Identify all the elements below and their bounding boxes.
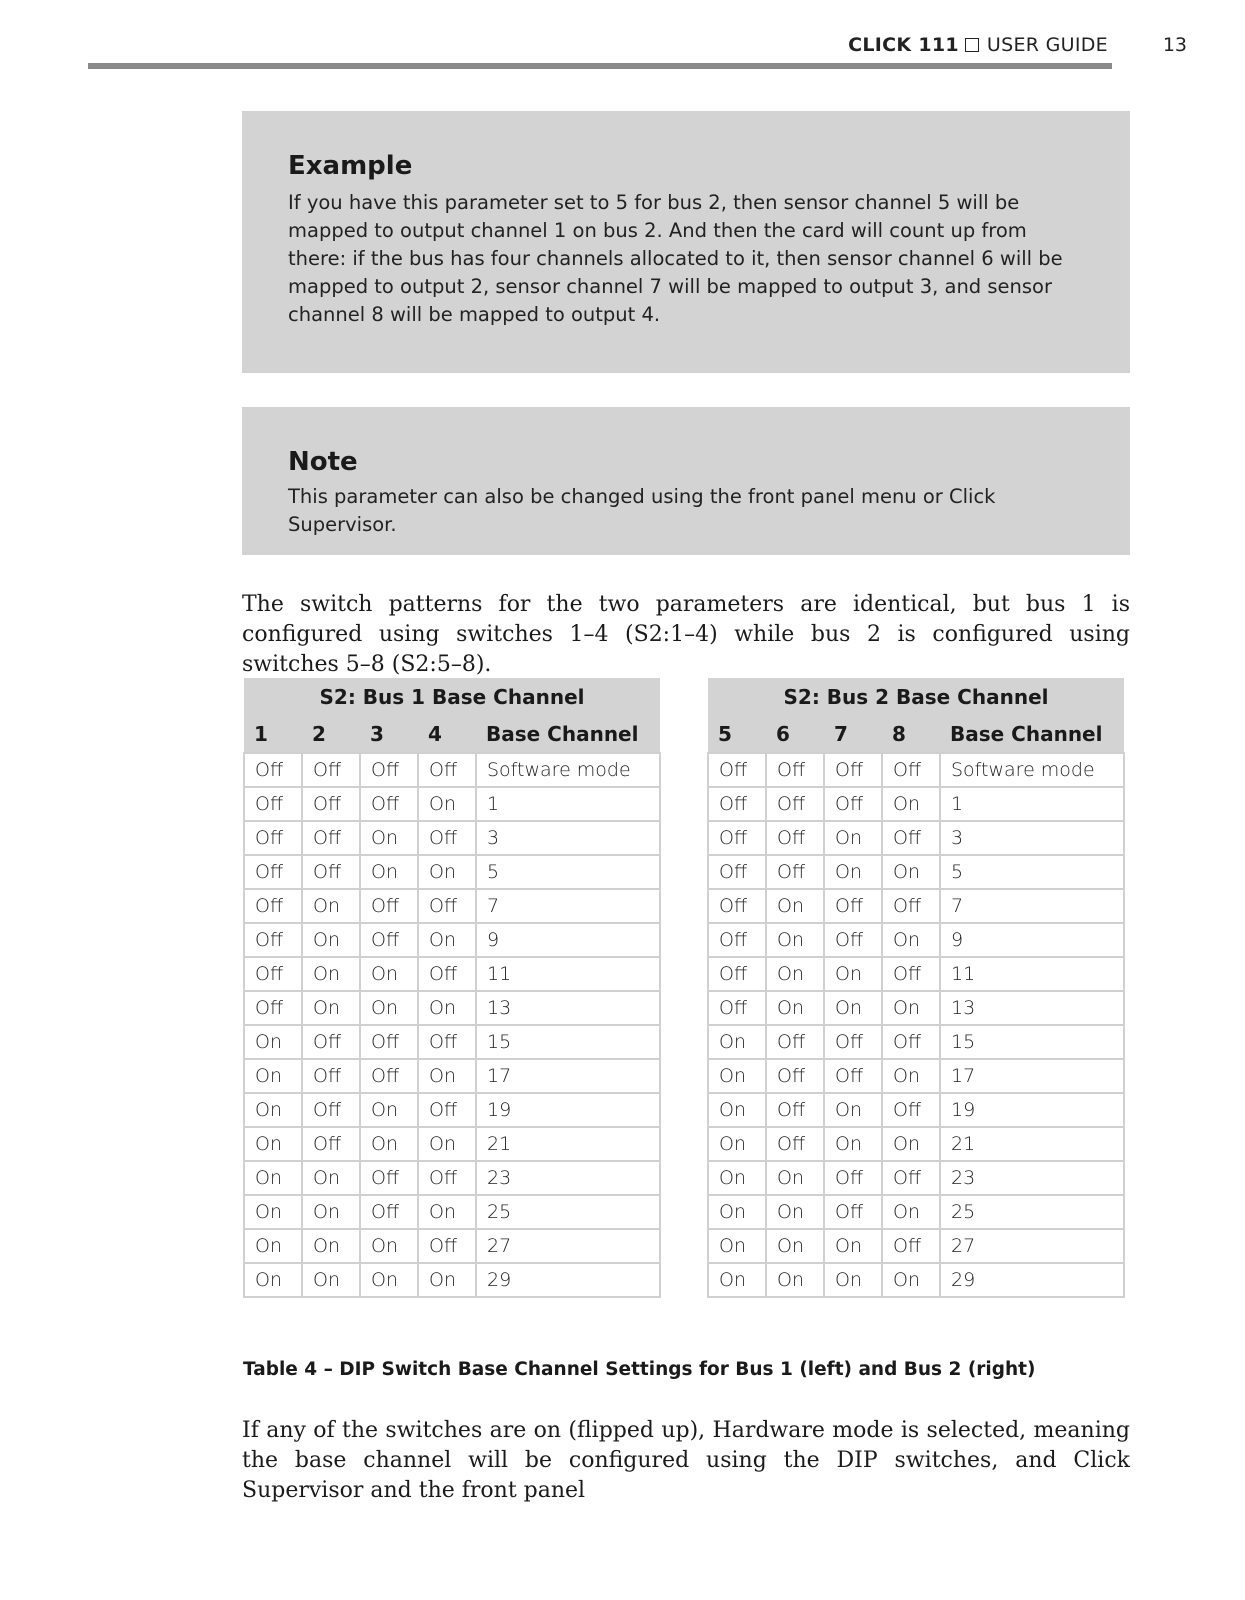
- switch-state-cell: On: [708, 1059, 766, 1093]
- switch-state-cell: On: [766, 1263, 824, 1297]
- switch-state-cell: Off: [360, 1161, 418, 1195]
- switch-state-cell: On: [360, 1093, 418, 1127]
- switch-state-cell: On: [824, 1127, 882, 1161]
- switch-state-cell: Off: [244, 855, 302, 889]
- switch-state-cell: Off: [244, 753, 302, 787]
- switch-state-cell: Off: [766, 1059, 824, 1093]
- switch-state-cell: Off: [824, 753, 882, 787]
- base-channel-cell: 27: [476, 1229, 660, 1263]
- switch-state-cell: On: [708, 1229, 766, 1263]
- table-row: [244, 1229, 660, 1263]
- base-channel-cell: 23: [476, 1161, 660, 1195]
- switch-state-cell: Off: [360, 787, 418, 821]
- switch-state-cell: Off: [882, 957, 940, 991]
- base-channel-cell: 19: [476, 1093, 660, 1127]
- switch-state-cell: On: [360, 1127, 418, 1161]
- table-row: [708, 1025, 1124, 1059]
- switch-state-cell: On: [882, 991, 940, 1025]
- running-title: [848, 34, 1108, 56]
- switch-state-cell: Off: [360, 1025, 418, 1059]
- switch-state-cell: Off: [708, 753, 766, 787]
- table-row: [244, 1263, 660, 1297]
- bus1-table-title: S2: Bus 1 Base Channel: [244, 678, 660, 715]
- switch-state-cell: On: [882, 1127, 940, 1161]
- switch-state-cell: Off: [766, 1127, 824, 1161]
- switch-state-cell: On: [360, 991, 418, 1025]
- table-row: [244, 1195, 660, 1229]
- table-row: [708, 889, 1124, 923]
- table-row: [244, 1127, 660, 1161]
- base-channel-cell: 25: [940, 1195, 1124, 1229]
- switch-state-cell: On: [882, 923, 940, 957]
- bus2-table-title: S2: Bus 2 Base Channel: [708, 678, 1124, 715]
- switch-state-cell: On: [244, 1263, 302, 1297]
- switch-state-cell: Off: [360, 753, 418, 787]
- base-channel-cell: 1: [476, 787, 660, 821]
- switch-state-cell: Off: [302, 855, 360, 889]
- switch-state-cell: Off: [708, 821, 766, 855]
- switch-state-cell: On: [418, 1059, 476, 1093]
- switch-state-cell: On: [360, 855, 418, 889]
- column-header: Base Channel: [940, 715, 1124, 753]
- table-caption: Table 4 – DIP Switch Base Channel Settings for Bus 1 (left) and Bus 2 (right): [243, 1359, 1036, 1380]
- switch-state-cell: Off: [882, 1093, 940, 1127]
- base-channel-cell: 21: [476, 1127, 660, 1161]
- switch-state-cell: On: [360, 957, 418, 991]
- bus2-column-headers: [708, 715, 1124, 753]
- switch-state-cell: On: [302, 1161, 360, 1195]
- switch-state-cell: On: [418, 923, 476, 957]
- switch-state-cell: On: [766, 1229, 824, 1263]
- base-channel-cell: 15: [476, 1025, 660, 1059]
- table-row: [708, 1093, 1124, 1127]
- switch-state-cell: Off: [882, 1161, 940, 1195]
- bus1-column-headers: [244, 715, 660, 753]
- switch-state-cell: Off: [418, 1229, 476, 1263]
- base-channel-cell: 25: [476, 1195, 660, 1229]
- column-header: 6: [766, 715, 824, 753]
- switch-state-cell: Off: [244, 923, 302, 957]
- switch-state-cell: On: [824, 821, 882, 855]
- switch-state-cell: Off: [824, 889, 882, 923]
- switch-state-cell: On: [360, 821, 418, 855]
- switch-state-cell: Off: [418, 1093, 476, 1127]
- table-row: [708, 855, 1124, 889]
- base-channel-cell: 19: [940, 1093, 1124, 1127]
- switch-state-cell: Off: [302, 753, 360, 787]
- switch-state-cell: Off: [244, 821, 302, 855]
- table-row: [244, 855, 660, 889]
- base-channel-cell: 27: [940, 1229, 1124, 1263]
- switch-state-cell: On: [824, 855, 882, 889]
- base-channel-cell: 21: [940, 1127, 1124, 1161]
- switch-state-cell: Off: [302, 787, 360, 821]
- switch-state-cell: Off: [824, 1059, 882, 1093]
- switch-state-cell: Off: [418, 753, 476, 787]
- base-channel-cell: 5: [940, 855, 1124, 889]
- table-row: [244, 821, 660, 855]
- switch-state-cell: Off: [824, 787, 882, 821]
- base-channel-cell: Software mode: [940, 753, 1124, 787]
- bus2-base-channel-table: [707, 678, 1125, 1298]
- switch-state-cell: On: [418, 855, 476, 889]
- switch-state-cell: Off: [766, 821, 824, 855]
- switch-state-cell: Off: [708, 855, 766, 889]
- switch-state-cell: On: [882, 1195, 940, 1229]
- switch-state-cell: Off: [418, 1161, 476, 1195]
- switch-state-cell: On: [766, 1161, 824, 1195]
- base-channel-cell: Software mode: [476, 753, 660, 787]
- note-title: Note: [288, 447, 358, 477]
- table-row: [244, 889, 660, 923]
- switch-state-cell: Off: [708, 957, 766, 991]
- switch-state-cell: Off: [302, 1127, 360, 1161]
- base-channel-cell: 17: [940, 1059, 1124, 1093]
- table-row: [244, 923, 660, 957]
- base-channel-cell: 9: [940, 923, 1124, 957]
- switch-state-cell: Off: [882, 753, 940, 787]
- switch-state-cell: Off: [360, 889, 418, 923]
- base-channel-cell: 29: [476, 1263, 660, 1297]
- switch-state-cell: On: [766, 957, 824, 991]
- page-number: 13: [1162, 34, 1187, 56]
- base-channel-cell: 23: [940, 1161, 1124, 1195]
- example-title: Example: [288, 151, 413, 181]
- switch-state-cell: On: [766, 923, 824, 957]
- switch-state-cell: Off: [824, 1161, 882, 1195]
- switch-state-cell: Off: [360, 923, 418, 957]
- section-name: USER GUIDE: [986, 34, 1108, 56]
- switch-state-cell: On: [766, 1195, 824, 1229]
- header-rule: [88, 63, 1112, 69]
- switch-state-cell: On: [244, 1025, 302, 1059]
- table-row: [244, 991, 660, 1025]
- table-row: [708, 1195, 1124, 1229]
- base-channel-cell: 7: [476, 889, 660, 923]
- switch-state-cell: On: [708, 1093, 766, 1127]
- column-header: 2: [302, 715, 360, 753]
- switch-state-cell: On: [418, 787, 476, 821]
- switch-state-cell: On: [302, 1229, 360, 1263]
- switch-state-cell: Off: [882, 1229, 940, 1263]
- example-callout: [242, 111, 1130, 373]
- note-callout: [242, 407, 1130, 555]
- column-header: 8: [882, 715, 940, 753]
- base-channel-cell: 13: [940, 991, 1124, 1025]
- switch-state-cell: On: [882, 1059, 940, 1093]
- intro-paragraph: The switch patterns for the two parameters are identical, but bus 1 is configured using switches 1–4 (S2:1–4) while bus 2 is configured using switches 5–8 (S2:5–8).: [242, 592, 1130, 677]
- switch-state-cell: On: [302, 991, 360, 1025]
- base-channel-cell: 3: [476, 821, 660, 855]
- base-channel-cell: 5: [476, 855, 660, 889]
- table-row: [708, 923, 1124, 957]
- table-row: [244, 1093, 660, 1127]
- table-row: [244, 753, 660, 787]
- switch-state-cell: On: [418, 1195, 476, 1229]
- switch-state-cell: On: [708, 1127, 766, 1161]
- switch-state-cell: On: [244, 1195, 302, 1229]
- table-row: [244, 957, 660, 991]
- base-channel-cell: 15: [940, 1025, 1124, 1059]
- switch-state-cell: On: [824, 991, 882, 1025]
- switch-state-cell: Off: [418, 889, 476, 923]
- separator-box-icon: [965, 38, 979, 52]
- switch-state-cell: On: [418, 991, 476, 1025]
- table-row: [244, 1161, 660, 1195]
- switch-state-cell: Off: [766, 855, 824, 889]
- note-body: This parameter can also be changed using the front panel menu or Click Supervisor.: [288, 485, 996, 536]
- bus1-base-channel-table: [243, 678, 661, 1298]
- base-channel-cell: 7: [940, 889, 1124, 923]
- switch-state-cell: Off: [244, 957, 302, 991]
- switch-state-cell: On: [708, 1263, 766, 1297]
- switch-state-cell: On: [302, 957, 360, 991]
- switch-state-cell: Off: [302, 821, 360, 855]
- switch-state-cell: Off: [766, 1025, 824, 1059]
- switch-state-cell: Off: [244, 991, 302, 1025]
- switch-state-cell: Off: [418, 957, 476, 991]
- switch-state-cell: On: [418, 1263, 476, 1297]
- base-channel-cell: 17: [476, 1059, 660, 1093]
- switch-state-cell: Off: [418, 1025, 476, 1059]
- switch-state-cell: On: [360, 1263, 418, 1297]
- switch-state-cell: On: [418, 1127, 476, 1161]
- switch-state-cell: Off: [824, 1025, 882, 1059]
- switch-state-cell: Off: [244, 889, 302, 923]
- switch-state-cell: Off: [766, 753, 824, 787]
- column-header: Base Channel: [476, 715, 660, 753]
- switch-state-cell: Off: [418, 821, 476, 855]
- switch-state-cell: On: [708, 1161, 766, 1195]
- switch-state-cell: On: [766, 991, 824, 1025]
- switch-state-cell: Off: [302, 1093, 360, 1127]
- switch-state-cell: Off: [708, 923, 766, 957]
- switch-state-cell: On: [244, 1093, 302, 1127]
- table-row: [708, 957, 1124, 991]
- switch-state-cell: On: [708, 1025, 766, 1059]
- switch-state-cell: On: [244, 1127, 302, 1161]
- switch-state-cell: Off: [302, 1059, 360, 1093]
- switch-state-cell: On: [302, 1195, 360, 1229]
- base-channel-cell: 9: [476, 923, 660, 957]
- switch-state-cell: On: [766, 889, 824, 923]
- switch-state-cell: Off: [882, 1025, 940, 1059]
- switch-state-cell: Off: [708, 787, 766, 821]
- switch-state-cell: On: [244, 1059, 302, 1093]
- table-row: [708, 1263, 1124, 1297]
- table-row: [244, 1059, 660, 1093]
- switch-state-cell: On: [244, 1229, 302, 1263]
- switch-state-cell: On: [824, 957, 882, 991]
- switch-state-cell: Off: [882, 821, 940, 855]
- column-header: 5: [708, 715, 766, 753]
- table-row: [244, 1025, 660, 1059]
- table-row: [708, 821, 1124, 855]
- switch-state-cell: On: [882, 787, 940, 821]
- hardware-mode-paragraph: If any of the switches are on (flipped up), Hardware mode is selected, meaning the base channel will be configured using the DIP switches, and Click Supervisor and the front panel: [242, 1418, 1130, 1503]
- product-name: CLICK 111: [848, 34, 959, 56]
- switch-state-cell: On: [360, 1229, 418, 1263]
- table-row: [244, 787, 660, 821]
- switch-state-cell: Off: [360, 1059, 418, 1093]
- switch-state-cell: Off: [882, 889, 940, 923]
- table-row: [708, 753, 1124, 787]
- example-body: If you have this parameter set to 5 for bus 2, then sensor channel 5 will be mapped to output channel 1 on bus 2. And then the card will count up from there: if the bus has four channels allocated to it, then sensor channel 6 will be mapped to output 2, sensor channel 7 will be mapped to output 3, and sensor channel 8 will be mapped to output 4.: [288, 191, 1063, 326]
- switch-state-cell: Off: [708, 991, 766, 1025]
- switch-state-cell: On: [302, 1263, 360, 1297]
- column-header: 7: [824, 715, 882, 753]
- switch-state-cell: Off: [244, 787, 302, 821]
- switch-state-cell: On: [244, 1161, 302, 1195]
- column-header: 4: [418, 715, 476, 753]
- switch-state-cell: Off: [360, 1195, 418, 1229]
- table-row: [708, 1127, 1124, 1161]
- switch-state-cell: On: [302, 889, 360, 923]
- switch-state-cell: Off: [766, 787, 824, 821]
- table-row: [708, 991, 1124, 1025]
- base-channel-cell: 13: [476, 991, 660, 1025]
- column-header: 3: [360, 715, 418, 753]
- switch-state-cell: Off: [824, 1195, 882, 1229]
- table-row: [708, 1161, 1124, 1195]
- base-channel-cell: 11: [940, 957, 1124, 991]
- switch-state-cell: Off: [766, 1093, 824, 1127]
- switch-state-cell: On: [302, 923, 360, 957]
- base-channel-cell: 11: [476, 957, 660, 991]
- base-channel-cell: 1: [940, 787, 1124, 821]
- base-channel-cell: 29: [940, 1263, 1124, 1297]
- switch-state-cell: Off: [708, 889, 766, 923]
- switch-state-cell: On: [882, 1263, 940, 1297]
- switch-state-cell: Off: [302, 1025, 360, 1059]
- base-channel-cell: 3: [940, 821, 1124, 855]
- switch-state-cell: Off: [824, 923, 882, 957]
- table-row: [708, 1229, 1124, 1263]
- switch-state-cell: On: [708, 1195, 766, 1229]
- table-row: [708, 1059, 1124, 1093]
- switch-state-cell: On: [882, 855, 940, 889]
- switch-state-cell: On: [824, 1263, 882, 1297]
- table-row: [708, 787, 1124, 821]
- switch-state-cell: On: [824, 1093, 882, 1127]
- column-header: 1: [244, 715, 302, 753]
- page-header: [0, 34, 1245, 58]
- switch-state-cell: On: [824, 1229, 882, 1263]
